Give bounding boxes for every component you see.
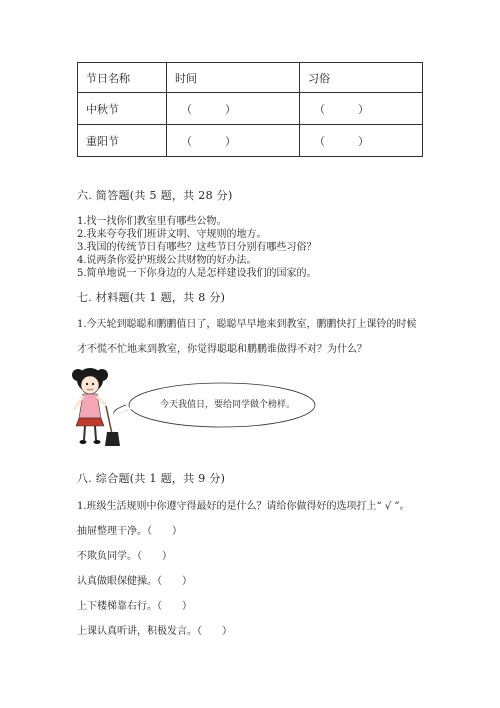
festival-name-cell: 中秋节 [78,93,167,125]
option-item[interactable]: 上课认真听讲，积极发言。（ ） [77,626,232,637]
festival-name-cell: 重阳节 [78,125,167,157]
section-7-title: 七. 材料题(共 1 题，共 8 分) [77,291,226,304]
question-7-line-1: 1.今天轮到聪聪和鹏鹏值日了，聪聪早早地来到教室，鹏鹏快打上课铃的时候 [77,319,417,330]
question-7-line-2: 才不慌不忙地来到教室，你觉得聪聪和鹏鹏谁做得不对？为什么？ [77,344,367,355]
festival-table [77,62,423,157]
option-item[interactable]: 上下楼梯靠右行。（ ） [77,601,192,612]
option-item[interactable]: 认真做眼保健操。（ ） [77,576,192,587]
time-blank[interactable]: （ ） [167,93,300,125]
question-6-5: 5.简单地说一下你身边的人是怎样建设我们的国家的。 [77,268,317,279]
time-blank[interactable]: （ ） [167,125,300,157]
header-time: 时间 [167,63,300,93]
header-custom: 习俗 [300,63,423,93]
header-festival-name: 节日名称 [78,63,167,93]
custom-blank[interactable]: （ ） [300,125,423,157]
section-8-title: 八. 综合题(共 1 题，共 9 分) [77,472,226,485]
table-header-row [78,63,423,93]
custom-blank[interactable]: （ ） [300,93,423,125]
table-row [78,125,423,157]
table-row [78,93,423,125]
section-6-title: 六. 简答题(共 5 题，共 28 分) [77,189,233,202]
question-8-1: 1.班级生活规则中你遵守得最好的是什么？请给你做得好的选项打上“ √ ”。 [77,501,410,512]
question-6-3: 3.我国的传统节日有哪些？这些节日分别有哪些习俗？ [77,242,317,253]
option-item[interactable]: 抽屉整理干净。（ ） [77,526,182,537]
option-item[interactable]: 不欺负同学。（ ） [77,551,172,562]
speech-bubble-text: 今天我值日，要给同学做个榜样。 [160,400,296,410]
question-6-1: 1.找一找你们教室里有哪些公物。 [77,216,227,227]
question-6-4: 4.说两条你爱护班级公共财物的好办法。 [77,255,257,266]
question-6-2: 2.我来夸夸我们班讲文明、守规则的地方。 [77,229,267,240]
